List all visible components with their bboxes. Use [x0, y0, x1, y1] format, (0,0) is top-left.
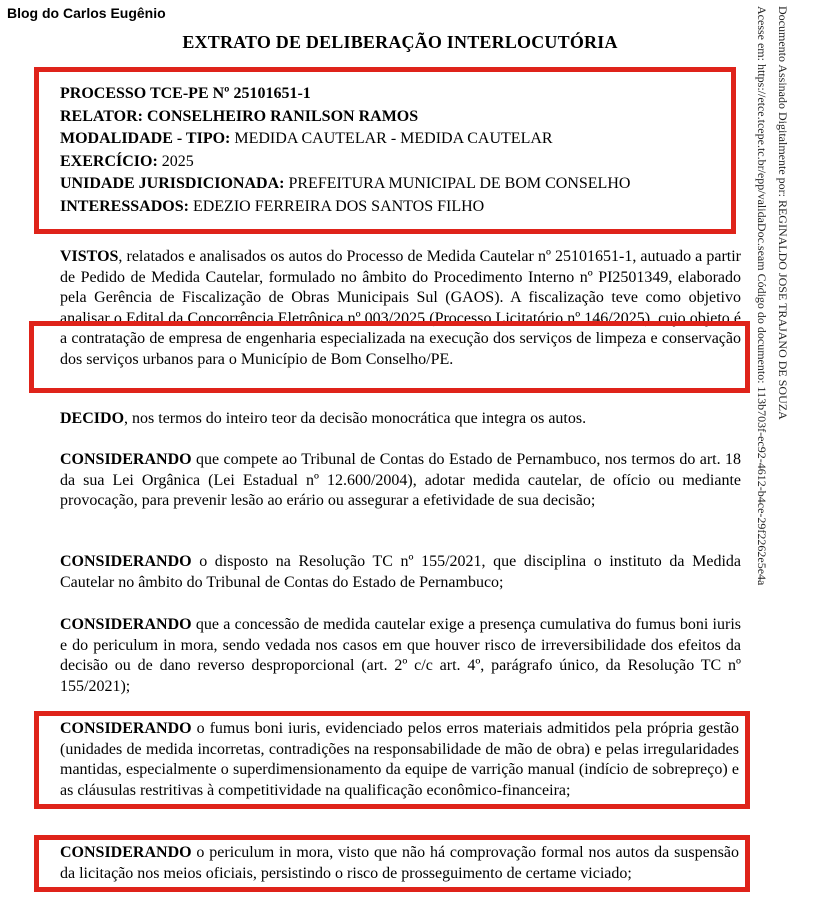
- highlight-box-periculum: [34, 835, 750, 892]
- process-field-modalidade: MODALIDADE - TIPO: MEDIDA CAUTELAR - MEDIDA CAUTELAR: [60, 130, 553, 147]
- process-header-box: [34, 67, 736, 234]
- paragraph-considerando-2: CONSIDERANDO o disposto na Resolução TC nº 155/2021, que disciplina o instituto da Medida Cautelar no âmbito do Tribunal de Contas do Estado de Pernambuco;: [60, 553, 741, 591]
- process-field-relator: RELATOR: CONSELHEIRO RANILSON RAMOS: [60, 107, 419, 125]
- process-field-unidade: UNIDADE JURISDICIONADA: PREFEITURA MUNICIPAL DE BOM CONSELHO: [60, 175, 631, 192]
- highlight-box-fumus: [34, 711, 750, 809]
- paragraph-considerando-4: CONSIDERANDO o fumus boni iuris, evidenciado pelos erros materiais admitidos pela própria gestão (unidades de medida incorretas, contradições na responsabilidade de mão de obra) e pelas irregularidades mantidas, especialmente o superdimensionamento da equipe de varrição manual (indício de sobrepreço) e as cláusulas restritivas à competitividade na qualificação econômico-financeira;: [60, 720, 739, 799]
- document-title: EXTRATO DE DELIBERAÇÃO INTERLOCUTÓRIA: [182, 32, 618, 52]
- paragraph-considerando-3: CONSIDERANDO que a concessão de medida cautelar exige a presença cumulativa do fumus boni iuris e do periculum in mora, sendo vedada nos casos em que houver risco de irreversibilidade dos efeitos da decisão ou de dano reverso desproporcional (art. 2º c/c art. 4º, parágrafo único, da Resolução TC nº 155/2021);: [60, 616, 741, 695]
- process-field-exercicio: EXERCÍCIO: 2025: [60, 152, 194, 170]
- paragraph-vistos: VISTOS, relatados e analisados os autos do Processo de Medida Cautelar nº 25101651-1, autuado a partir de Pedido de Medida Cautelar, formulado no âmbito do Procedimento Interno nº PI2501349, elaborado pela Gerência de Fiscalização de Obras Municipais Sul (GAOS). A fiscalização teve como objetivo analisar o Edital da Concorrência Eletrônica nº 003/2025 (Processo Licitatório nº 146/2025), cujo objeto é a contratação de empresa de engenharia especializada na execução dos serviços de limpeza e conservação dos serviços urbanos para o Município de Bom Conselho/PE.: [60, 247, 741, 370]
- process-field-interessados: INTERESSADOS: EDEZIO FERREIRA DOS SANTOS FILHO: [60, 197, 485, 215]
- blog-title: Blog do Carlos Eugênio: [7, 5, 166, 21]
- signature-validation-line: Acesse em: https://etce.tcepe.tc.br/epp/validaDoc.seam Código do documento: 113b703f-ec92-4612-b4ce-29f2262e5e4a: [755, 6, 769, 586]
- paragraph-decido: DECIDO, nos termos do inteiro teor da decisão monocrática que integra os autos.: [60, 410, 587, 427]
- signature-stamp-line: Documento Assinado Digitalmente por: REGINALDO JOSE TRAJANO DE SOUZA: [776, 6, 790, 420]
- paragraph-considerando-1: CONSIDERANDO que compete ao Tribunal de Contas do Estado de Pernambuco, nos termos do art. 18 da sua Lei Orgânica (Lei Estadual nº 12.600/2004), adotar medida cautelar, de ofício ou mediante provocação, para prevenir lesão ao erário ou assegurar a efetividade de sua decisão;: [60, 451, 741, 509]
- paragraph-considerando-5: CONSIDERANDO o periculum in mora, visto que não há comprovação formal nos autos da suspensão da licitação nos meios oficiais, persistindo o risco de prosseguimento de certame viciado;: [60, 844, 739, 882]
- process-field-processo: PROCESSO TCE-PE Nº 25101651-1: [60, 85, 311, 102]
